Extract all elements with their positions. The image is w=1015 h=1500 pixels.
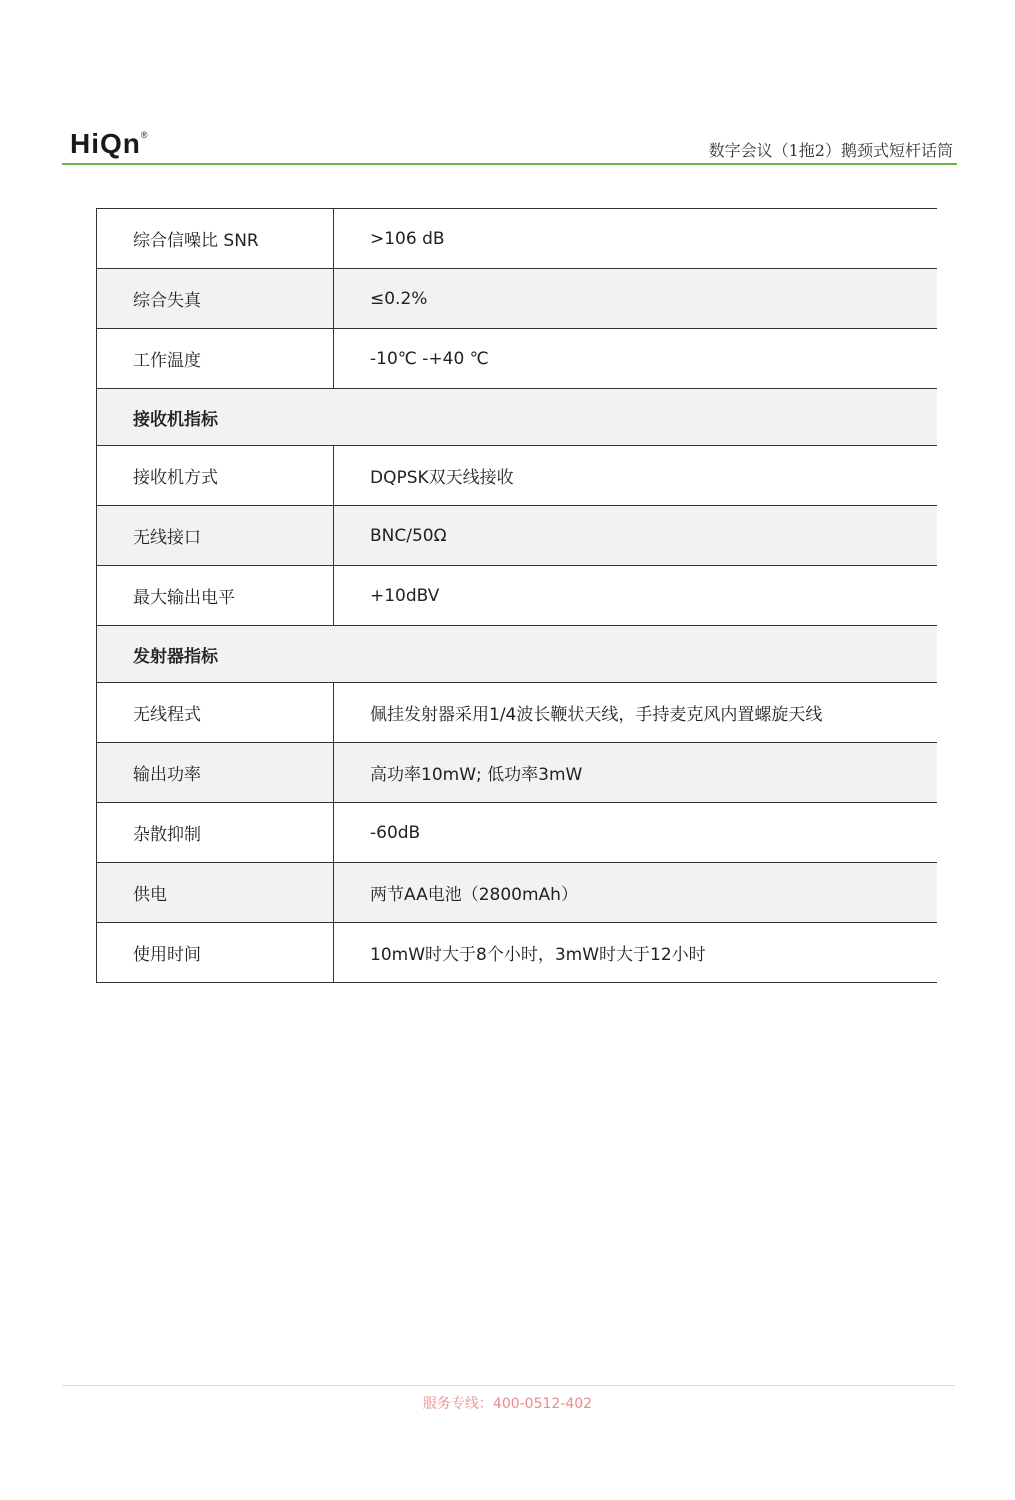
service-hotline: 服务专线：400-0512-402 bbox=[422, 1396, 593, 1412]
registered-mark: ® bbox=[140, 130, 149, 140]
table-row bbox=[97, 269, 938, 329]
table-row bbox=[97, 683, 938, 743]
spec-table bbox=[96, 208, 937, 983]
table-row bbox=[97, 863, 938, 923]
spec-value: -60dB bbox=[334, 803, 938, 863]
spec-name: 使用时间 bbox=[97, 923, 334, 983]
spec-name: 无线程式 bbox=[97, 683, 334, 743]
spec-value: 10mW时大于8个小时，3mW时大于12小时 bbox=[334, 923, 938, 983]
document-title: 数字会议（1拖2）鹅颈式短杆话筒 bbox=[708, 141, 953, 160]
spec-name: 供电 bbox=[97, 863, 334, 923]
section-title: 接收机指标 bbox=[97, 389, 938, 446]
footer-divider bbox=[62, 1385, 955, 1386]
spec-name: 最大输出电平 bbox=[97, 566, 334, 626]
section-title: 发射器指标 bbox=[97, 626, 938, 683]
table-row bbox=[97, 566, 938, 626]
logo-text: HiQn bbox=[70, 128, 141, 159]
spec-name: 输出功率 bbox=[97, 743, 334, 803]
spec-name: 综合失真 bbox=[97, 269, 334, 329]
section-header-row bbox=[97, 389, 938, 446]
spec-name: 杂散抑制 bbox=[97, 803, 334, 863]
spec-value: BNC/50Ω bbox=[334, 506, 938, 566]
spec-name: 工作温度 bbox=[97, 329, 334, 389]
table-row bbox=[97, 446, 938, 506]
spec-value: -10℃ -+40 ℃ bbox=[334, 329, 938, 389]
spec-value: 高功率10mW; 低功率3mW bbox=[334, 743, 938, 803]
spec-name: 无线接口 bbox=[97, 506, 334, 566]
header-divider bbox=[62, 163, 957, 165]
brand-logo bbox=[70, 128, 149, 160]
table-row bbox=[97, 803, 938, 863]
spec-value: DQPSK双天线接收 bbox=[334, 446, 938, 506]
table-row bbox=[97, 923, 938, 983]
spec-name: 接收机方式 bbox=[97, 446, 334, 506]
table-row bbox=[97, 743, 938, 803]
section-header-row bbox=[97, 626, 938, 683]
spec-value: 佩挂发射器采用1/4波长鞭状天线，手持麦克风内置螺旋天线 bbox=[334, 683, 938, 743]
table-row bbox=[97, 506, 938, 566]
table-row bbox=[97, 329, 938, 389]
spec-value: >106 dB bbox=[334, 209, 938, 269]
spec-value: ≤0.2% bbox=[334, 269, 938, 329]
table-row bbox=[97, 209, 938, 269]
spec-value: 两节AA电池（2800mAh） bbox=[334, 863, 938, 923]
spec-name: 综合信噪比 SNR bbox=[97, 209, 334, 269]
spec-value: +10dBV bbox=[334, 566, 938, 626]
